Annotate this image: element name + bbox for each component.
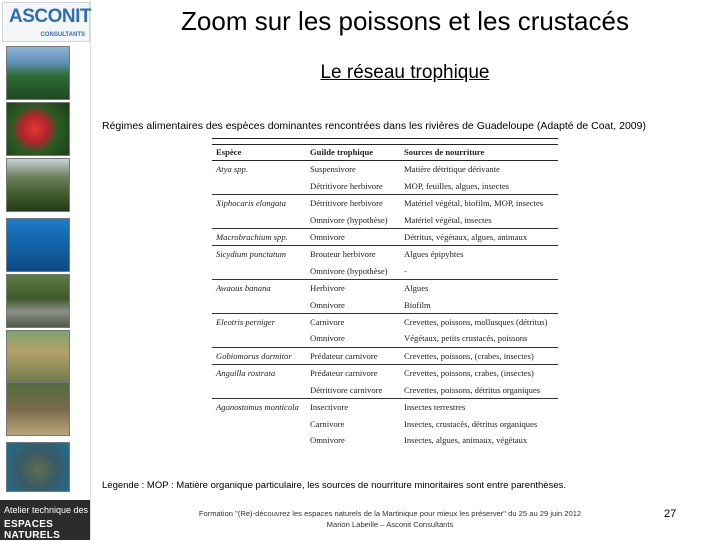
turtle-photo <box>6 442 70 492</box>
cell-species: Sicydium punctatum <box>212 246 306 263</box>
cell-species <box>212 178 306 195</box>
cell-food: Crevettes, poissons, détritus organiques <box>404 384 541 395</box>
header-guild: Guilde trophique <box>306 144 400 161</box>
footer <box>160 508 620 530</box>
page-number: 27 <box>664 508 677 520</box>
cell-species: Anguilla rostrata <box>212 365 306 382</box>
diet-table-image <box>212 138 558 448</box>
table-row <box>212 246 558 263</box>
table-header-row <box>212 144 558 161</box>
cell-food: Crevettes, poissons, (crabes, insectes) <box>400 347 558 364</box>
cell-food: Matériel végétal, biofilm, MOP, insectes <box>400 195 558 212</box>
table-row <box>212 314 558 331</box>
table-row <box>212 432 558 448</box>
cell-species: Eleotris perniger <box>212 314 306 331</box>
atelier-logo-line2: ESPACES NATURELS <box>4 519 61 541</box>
cell-food: Crevettes, poissons, mollusques (détritus) <box>400 314 558 331</box>
cell-guild: Prédateur carnivore <box>306 365 400 382</box>
table-row <box>212 347 558 364</box>
atelier-logo <box>0 500 90 540</box>
cell-food: Détritus, végétaux, algues, animaux <box>400 229 558 246</box>
cell-guild: Omnivore <box>306 229 400 246</box>
table-row <box>212 263 558 280</box>
cell-food: Matériel végétal, insectes <box>404 214 492 225</box>
cell-species <box>212 416 306 432</box>
cell-food: Algues <box>400 280 558 297</box>
cell-species: Xiphocaris elongata <box>212 195 306 212</box>
cell-species: Awaous banana <box>212 280 306 297</box>
slide-title: Zoom sur les poissons et les crustacés <box>181 6 629 36</box>
header-food: Sources de nourriture <box>400 144 558 161</box>
table-legend: Légende : MOP : Matière organique particulaire, les sources de nourriture minoritaires sont entre parenthèses. <box>102 480 566 491</box>
table-row <box>212 297 558 314</box>
cell-food: - <box>404 265 407 276</box>
cell-species: Gobiomorus dormitor <box>212 347 306 364</box>
cell-guild: Détritivore herbivore <box>310 180 383 191</box>
table-row <box>212 178 558 195</box>
cell-food: Biofilm <box>404 299 431 310</box>
cell-food: Algues épipyhtes <box>400 246 558 263</box>
cell-food: Végétaux, petits crustacés, poissons <box>404 333 528 344</box>
table-row <box>212 382 558 399</box>
cell-guild: Insectivore <box>306 399 400 416</box>
table-caption: Régimes alimentaires des espèces dominantes rencontrées dans les rivières de Guadeloupe (Adapté de Coat, 2009) <box>102 120 646 132</box>
cell-species <box>212 330 306 347</box>
cell-food: MOP, feuilles, algues, insectes <box>404 180 510 191</box>
cell-guild: Carnivore <box>310 418 345 429</box>
underwater-photo <box>6 218 70 272</box>
table-row <box>212 365 558 382</box>
logo-text: ASCONIT <box>9 6 91 27</box>
cell-food: Crevettes, poissons, crabes, (insectes) <box>400 365 558 382</box>
cell-guild: Omnivore (hypothèse) <box>310 265 388 276</box>
cell-guild: Suspensivore <box>310 164 356 175</box>
table-row <box>212 280 558 297</box>
forest-photo <box>6 158 70 212</box>
cell-species <box>212 382 306 399</box>
diet-table <box>212 144 558 448</box>
cell-food: Insectes terrestres <box>400 399 558 416</box>
cell-guild: Omnivore <box>310 434 345 445</box>
logo-subtext: CONSULTANTS <box>40 32 85 38</box>
cell-guild: Omnivore (hypothèse) <box>310 214 388 225</box>
cell-guild: Détritivore herbivore <box>306 195 400 212</box>
flower-photo <box>6 102 70 156</box>
cell-species: Atya spp. <box>216 164 248 175</box>
table-row <box>212 195 558 212</box>
footer-line1: Formation "(Re)-découvrez les espaces naturels de la Martinique pour mieux les préserver" du 25 au 29 juin 2012 <box>198 509 582 518</box>
table-row <box>212 161 558 178</box>
slide-subtitle: Le réseau trophique <box>320 62 490 83</box>
cell-guild: Détritivore carnivore <box>310 384 383 395</box>
cell-guild: Herbivore <box>306 280 400 297</box>
cell-guild: Brouteur herbivore <box>306 246 400 263</box>
cell-species: Macrobrachium spp. <box>212 229 306 246</box>
coast-photo <box>6 46 70 100</box>
cell-species <box>212 212 306 229</box>
asconit-logo <box>2 2 90 42</box>
cell-food: Insectes, algues, animaux, végétaux <box>404 434 528 445</box>
cell-species <box>212 263 306 280</box>
cell-species: Agonostomus monticola <box>212 399 306 416</box>
footer-line2: Marion Labeille – Asconit Consultants <box>326 520 454 529</box>
cell-food: Matière détritique dérivante <box>404 164 500 175</box>
cell-food: Insectes, crustacés, détritus organiques <box>404 418 538 429</box>
iguana-photo <box>6 330 70 384</box>
header-species: Espèce <box>212 144 306 161</box>
cell-guild: Prédateur carnivore <box>306 347 400 364</box>
river-photo <box>6 274 70 328</box>
table-row <box>212 399 558 416</box>
cell-species <box>212 297 306 314</box>
cell-guild: Omnivore <box>310 299 345 310</box>
table-row <box>212 330 558 347</box>
table-row <box>212 416 558 432</box>
atelier-logo-line1: Atelier technique des <box>4 505 89 515</box>
cell-species <box>212 432 306 448</box>
mangrove-photo <box>6 382 70 436</box>
sidebar <box>0 0 91 540</box>
cell-guild: Omnivore <box>310 333 345 344</box>
table-row <box>212 212 558 229</box>
cell-guild: Carnivore <box>306 314 400 331</box>
table-row <box>212 229 558 246</box>
